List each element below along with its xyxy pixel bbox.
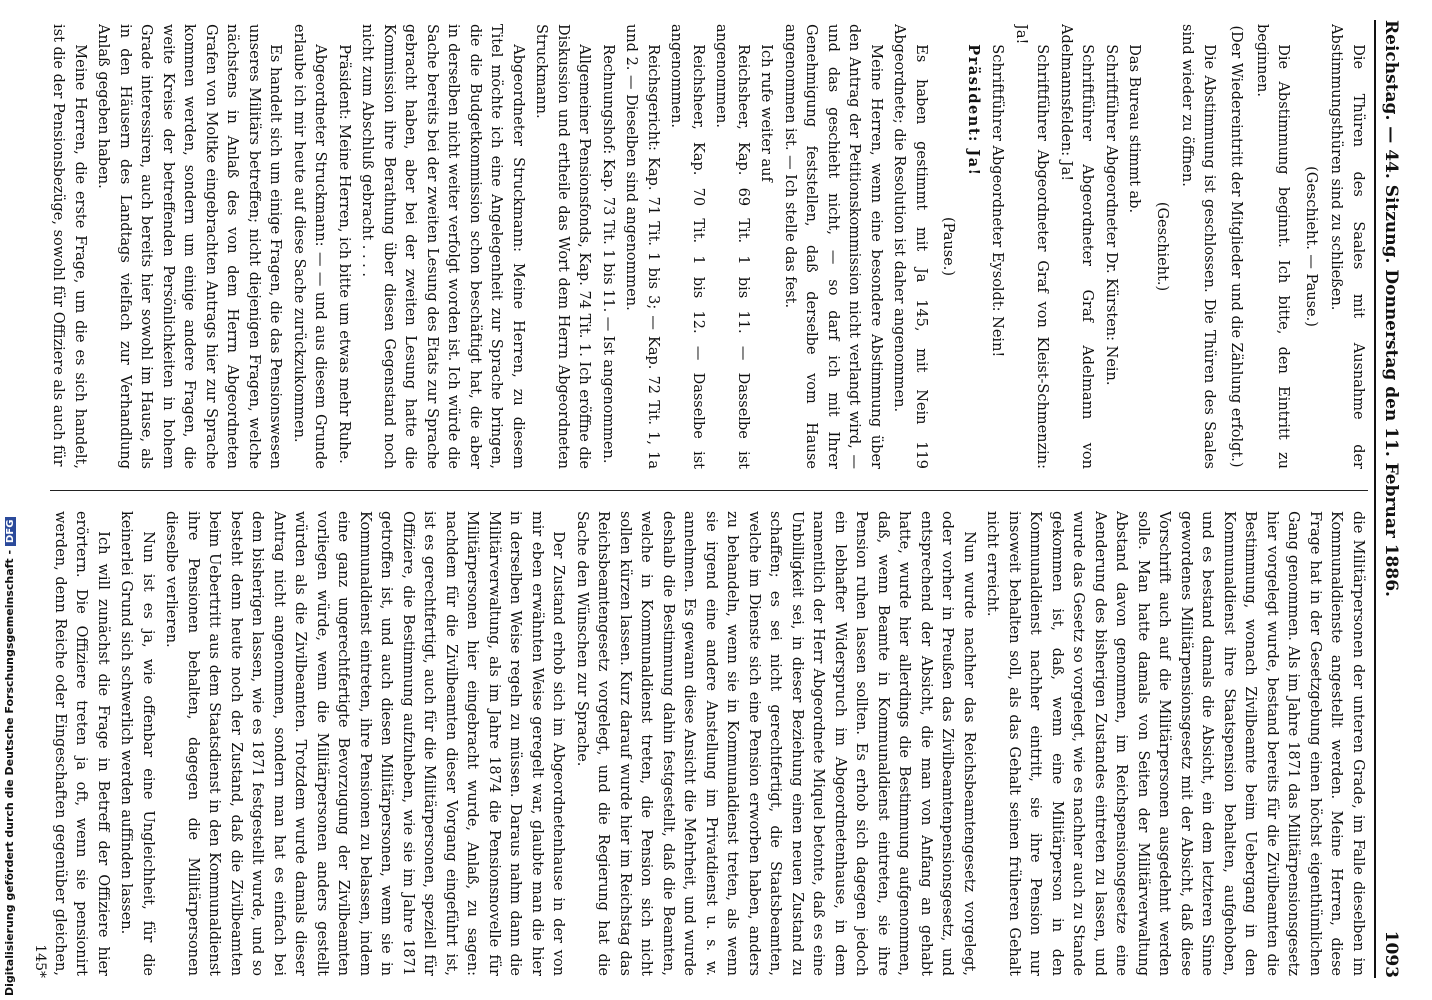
- paragraph: Schriftführer Abgeordneter Graf von Kleist-Schmenzin: Ja!: [1013, 24, 1051, 469]
- paragraph: Es handelt sich um einige Fragen, die das Pensionswesen unseres Militärs betreffen; nicht diejenigen Fragen, welche nächstens in Anlaß des von dem Herrn Abgeordneten Grafen von Moltke eingebrachten Antrags hier zur Sprache kommen werden, sondern um einige andere Fragen, die weite Kreise der betreffenden Persönlichkeiten in hohem Grade interessiren, auch bereits hier sowohl im Hause, als in den Häusern des Landtags vielfach zur Verhandlung Anlaß gegeben haben.: [95, 24, 284, 469]
- paragraph: Schriftführer Abgeordneter Dr. Kürsten: Nein.: [1103, 44, 1119, 386]
- paragraph: Abgeordneter Struckmann: — — und aus diesem Grunde erlaube ich mir heute auf diese Sache zurückzukommen.: [291, 24, 329, 469]
- header-title: Reichstag. — 44. Sitzung. Donnerstag den 11. Februar 1886.: [1381, 20, 1401, 597]
- page-header: [1374, 20, 1406, 978]
- column-divider: [50, 490, 1368, 491]
- paragraph: Ich rufe weiter auf: [758, 44, 775, 182]
- paragraph: Nun ist es ja, wie offenbar eine Ungleichheit, für die keinerlei Grund sich schwerlich werden auffinden lassen.: [118, 511, 156, 976]
- paragraph: Schriftführer Abgeordneter Eysoldt: Nein!: [989, 44, 1006, 358]
- dfg-logo: DFG: [5, 517, 16, 546]
- paragraph: Der Zustand erhob sich im Abgeordnetenhause in der von mir eben erwähnten Weise geregelt war, glaubte man die hier in derselben Weise regeln zu müssen. Daraus nahm dann die Militärverwaltung, als im Jahre 1874 die Pensionsnovelle für Militärpersonen hier eingebracht wurde, Anlaß, zu sagen: nachdem für die Zivilbeamten dieser Vorgang eingeführt ist, ist es gerechtfertigt, auch für die Militärpersonen, speziell für Offiziere, die Bestimmung aufzuheben, wie sie im Jahre 1871 getroffen ist, und auch diesen Militärpersonen, wenn sie in Kommunaldienst eintreten, ihre Pensionen zu belassen, indem eine ganz ungerechtfertigte Bevorzugung der Zivilbeamten vorliegen würde, wenn die Militärpersonen anders gestellt würden als die Zivilbeamten. Trotzdem wurde damals dieser Antrag nicht angenommen, sondern man hat es einfach bei dem bisherigen lassen, wie es 1871 festgestellt wurde, und so besteht denn heute noch der Zustand, daß die Zivilbeamten beim Uebertritt aus dem Staatsdienst in den Kommunaldienst ihre Pensionen behalten, dagegen die Militärpersonen dieselbe verlieren.: [163, 511, 567, 976]
- paragraph: Reichsheer, Kap. 70 Tit. 1 bis 12. — Dasselbe ist angenommen.: [668, 24, 706, 469]
- page-number: 1093: [1381, 930, 1401, 978]
- paragraph: Präsident: Meine Herren, ich bitte um etwas mehr Ruhe.: [336, 44, 352, 464]
- paragraph: Die Abstimmung beginnt. Ich bitte, den Eintritt zu beginnen.: [1254, 24, 1292, 469]
- paragraph: Es haben gestimmt mit Ja 145, mit Nein 119 Abgeordnete; die Resolution ist daher angenommen.: [891, 24, 929, 469]
- stage-direction: (Geschieht.): [1154, 201, 1170, 292]
- sidebar: [0, 0, 22, 1000]
- paragraph: Nun wurde nachher das Reichsbeamtengesetz vorgelegt, oder vorher in Preußen das Zivilbeamtenpensionsgesetz, und entsprechend der Absicht, die man von Anfang an gehabt hatte, wurde hier allerdings die Bestimmung aufgenommen, daß, wenn Beamte in Kommunaldienst eintreten, sie ihre Pension ruhen lassen sollten. Es erhob sich dagegen jedoch ein lebhafter Widerspruch im Abgeordnetenhause, in dem namentlich der Herr Abgeordnete Miquel betonte, daß es eine Unbilligkeit sei, in dieser Beziehung einen neuen Zustand zu schaffen; es sei nicht gerechtfertigt, die Staatsbeamten, welche im Dienste sich eine Pension erworben haben, anders zu behandeln, wenn sie in Kommunaldienst treten, als wenn sie irgend eine andere Anstellung im Privatdienst u. s. w. annehmen. Es gewann diese Ansicht die Mehrheit, und wurde deshalb die Bestimmung dahin festgestellt, daß die Beamten, welche in Kommunaldienst treten, die Pension sich nicht sollen kürzen lassen. Kurz darauf wurde hier im Reichstag das Reichsbeamtengesetz vorgelegt, und die Regierung hat die Sache den Wünschen zur Sprache.: [574, 511, 977, 976]
- paragraph: Das Bureau stimmt ab.: [1126, 44, 1143, 214]
- stage-direction: (Pause.): [940, 216, 957, 277]
- paragraph: die Militärpersonen der unteren Grade, im Falle dieselben im Kommunaldienste angestellt werden. Meine Herren, diese Frage hat in der Gesetzgebung einen höchst eigenthümlichen Gang genommen. Als im Jahre 1871 das Militärpensionsgesetz hier vorgelegt wurde, bestand bereits für die Zivilbeamten die Bestimmung, wonach Zivilbeamte beim Uebergang in den Kommunaldienst ihre Staatspension behalten, aufgehoben, und es bestand damals die Absicht, ein dem letzteren Sinne gewordenes Militärpensionsgesetz mit der Absicht, daß diese Vorschrift auch auf die Militärpersonen ausgedehnt werden solle. Man hatte damals von Seiten der Militärverwaltung Abstand davon genommen, im Reichspensionsgesetze eine Aenderung des bisherigen Zustandes eintreten zu lassen, und wurde das Gesetz so vorgelegt, wie es nachher auch zu Stande gekommen ist, daß, wenn eine Militärperson in den Kommunaldienst nachher eintritt, sie ihre Pension nur insoweit behalten soll, als das Gehalt seinen früheren Gehalt nicht erreicht.: [984, 511, 1366, 976]
- sheet-mark: 145*: [32, 944, 48, 978]
- paragraph: Reichsheer, Kap. 69 Tit. 1 bis 11. — Dasselbe ist angenommen.: [713, 24, 751, 469]
- paragraph: Schriftführer Abgeordneter Graf Adelmann von Adelmannsfelden: Ja!: [1058, 24, 1096, 469]
- paragraph: Rechnungshof: Kap. 73 Tit. 1 bis 11. — Ist angenommen.: [600, 44, 616, 464]
- paragraph: Die Thüren des Saales mit Ausnahme der Abstimmungsthüren sind zu schließen.: [1328, 24, 1366, 469]
- paragraph: Meine Herren, wenn eine besondere Abstimmung über den Antrag der Petitionskommission nicht verlangt wird, — und das geschieht nicht, — so darf ich mit Ihrer Genehmigung feststellen, daß derselbe vom Hause angenommen ist. — Ich stelle das fest.: [782, 24, 884, 469]
- paragraph: Ich will zunächst die Frage in Betreff der Offiziere hier erörtern. Die Offiziere treten ja oft, wenn sie pensionirt werden, denn Reiche oder Eingeschaften gegenüber gleichen,: [52, 511, 111, 976]
- stage-direction: (Der Wiedereintritt der Mitglieder und die Zählung erfolgt.): [1228, 25, 1245, 468]
- right-column: [50, 511, 1368, 976]
- paragraph: Allgemeiner Pensionsfonds, Kap. 74 Tit. 1. Ich eröffne die Diskussion und ertheile das Wort dem Herrn Abgeordneten Struckmann.: [533, 24, 593, 469]
- speaker-line: Präsident: Ja!: [965, 44, 982, 177]
- scanned-page: [26, 6, 1416, 996]
- paragraph: Abgeordneter Struckmann: Meine Herren, zu diesem Titel möchte ich eine Angelegenheit zur Sprache bringen, die die Budgetkommission schon beschäftigt hat, die aber in derselben nicht weiter verfolgt worden ist. Ich würde die Sache bereits bei der zweiten Lesung des Etats zur Sprache gebracht haben, aber bei der zweiten Lesung hatte die Kommission ihre Berathung über diesen Gegenstand noch nicht zum Abschluß gebracht . . . .: [359, 24, 526, 469]
- left-column: [50, 24, 1368, 469]
- paragraph: Meine Herren, die erste Frage, um die es sich handelt, ist die der Pensionsbezüge, sowohl für Offiziere als auch für: [50, 24, 88, 469]
- paragraph: Reichsgericht: Kap. 71 Tit. 1 bis 3; — Kap. 72 Tit. 1, 1a und 2. — Dieselben sind angenommen.: [623, 24, 661, 469]
- funding-text: Digitalisierung gefördert durch die Deutsche Forschungsgemeinschaft -: [3, 549, 16, 996]
- funding-note: [3, 517, 16, 996]
- paragraph: Die Abstimmung ist geschlossen. Die Thüren des Saales sind wieder zu öffnen.: [1179, 24, 1217, 469]
- stage-direction: (Geschieht. — Pause.): [1303, 166, 1319, 327]
